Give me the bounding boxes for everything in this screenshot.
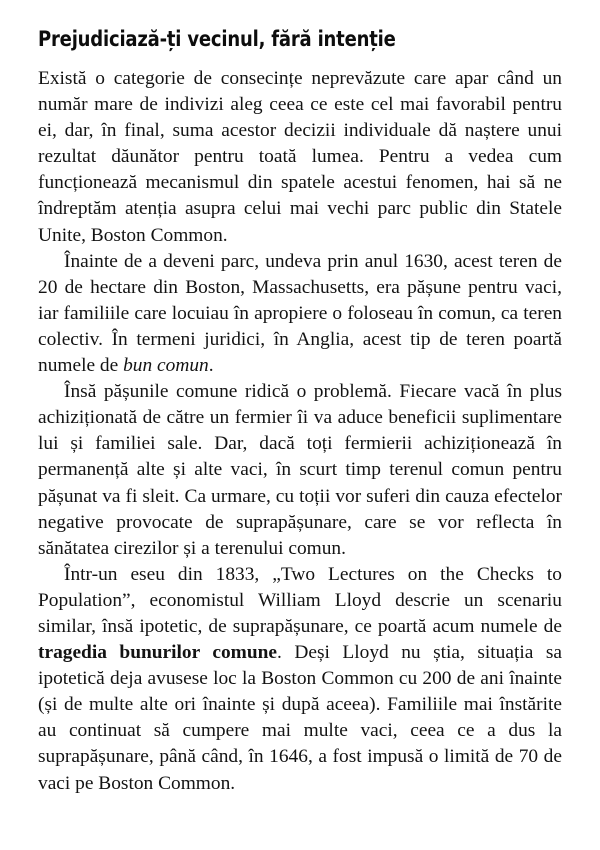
page-title: Prejudiciază-ți vecinul, fără intenție (38, 27, 396, 53)
text-run: . Deși Lloyd nu știa, situația sa ipotetică deja avusese loc la Boston Common cu 200 de ani înainte (și de multe alte ori înainte și după aceea). Familiile mai înstărite au continuat să cumpere mai multe vaci, ceea ce a dus la suprapășunare, până când, în 1646, a fost impusă o limită de 70 de vaci pe Boston Common. (38, 642, 562, 794)
paragraph (38, 379, 562, 562)
text-run: Într-un eseu din 1833, „Two Lectures on the Checks to Population”, economistul William Lloyd descrie un scenariu similar, însă ipotetic, de suprapășunare, ce poartă acum numele de (38, 563, 562, 637)
paragraph (38, 66, 562, 249)
bold-term: tragedia bunurilor comune (38, 642, 278, 664)
paragraph (38, 249, 562, 379)
text-run: Înainte de a deveni parc, undeva prin anul 1630, acest teren de 20 de hectare din Boston, Massachusetts, era pășune pentru vaci, iar familiile care locuiau în apropiere o foloseau în comun, ca teren colectiv. În termeni juridici, în Anglia, acest tip de teren poartă numele de (38, 250, 562, 377)
paragraph (38, 562, 562, 797)
body-text-column (38, 66, 562, 797)
text-run: . (208, 355, 214, 377)
text-run: Însă pășunile comune ridică o problemă. Fiecare vacă în plus achiziționată de către un fermier îi va aduce beneficii suplimentare lui și familiei sale. Dar, dacă toți fermierii achiziționează în permanență alte și alte vaci, în scurt timp terenul comun pentru pășunat va fi sleit. Ca urmare, cu toții vor suferi din cauza efectelor negative provocate de suprapășunare, care se vor reflecta în sănătatea cirezilor și a terenului comun. (38, 381, 562, 559)
text-run: Există o categorie de consecințe neprevăzute care apar când un număr mare de indivizi aleg ceea ce este cel mai favorabil pentru ei, dar, în final, suma acestor decizii individuale dă naștere unui rezultat dăunător pentru toată lumea. Pentru a vedea cum funcționează mecanismul din spatele acestui fenomen, hai să ne îndreptăm atenția asupra celui mai vechi parc public din Statele Unite, Boston Common. (38, 68, 562, 246)
italic-term: bun comun (123, 355, 209, 377)
